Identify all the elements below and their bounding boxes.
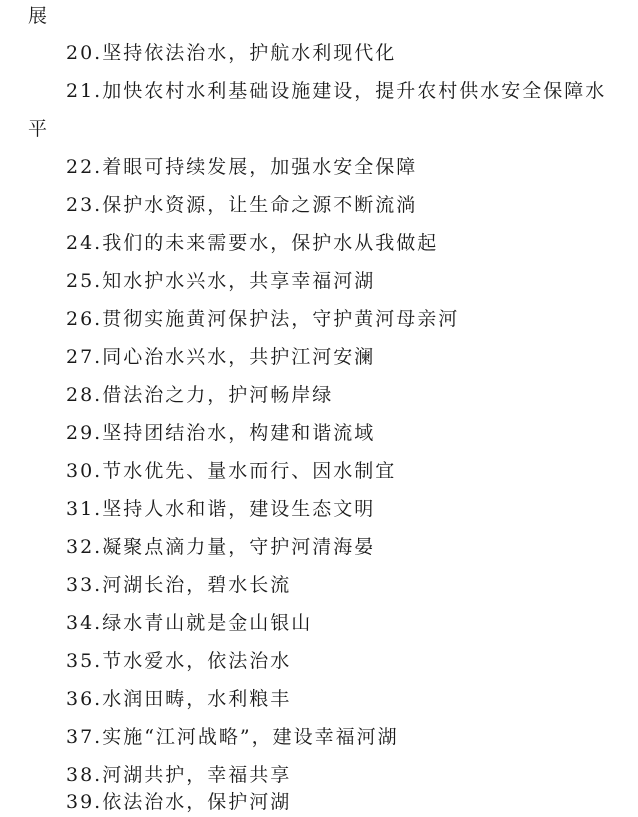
list-item-28: 28.借法治之力，护河畅岸绿 (66, 384, 334, 406)
continuation-text: 展 (28, 5, 50, 27)
list-item-34: 34.绿水青山就是金山银山 (66, 612, 313, 634)
list-item-26: 26.贯彻实施黄河保护法，守护黄河母亲河 (66, 308, 460, 330)
list-item-27: 27.同心治水兴水，共护江河安澜 (66, 346, 376, 368)
list-item-29: 29.坚持团结治水，构建和谐流域 (66, 422, 376, 444)
list-item-20: 20.坚持依法治水，护航水利现代化 (66, 42, 397, 64)
list-item-32: 32.凝聚点滴力量，守护河清海晏 (66, 536, 376, 558)
list-item-24: 24.我们的未来需要水，保护水从我做起 (66, 232, 439, 254)
list-item-21-wrap: 平 (28, 118, 50, 140)
list-item-37: 37.实施“江河战略”，建设幸福河湖 (66, 726, 399, 748)
list-item-35: 35.节水爱水，依法治水 (66, 650, 292, 672)
list-item-30: 30.节水优先、量水而行、因水制宜 (66, 460, 397, 482)
list-item-38: 38.河湖共护，幸福共享 (66, 764, 292, 786)
list-item-23: 23.保护水资源，让生命之源不断流淌 (66, 194, 418, 216)
list-item-31: 31.坚持人水和谐，建设生态文明 (66, 498, 376, 520)
list-item-36: 36.水润田畴，水利粮丰 (66, 688, 292, 710)
list-item-22: 22.着眼可持续发展，加强水安全保障 (66, 156, 418, 178)
list-item-21: 21.加快农村水利基础设施建设，提升农村供水安全保障水 (66, 80, 607, 102)
list-item-33: 33.河湖长治，碧水长流 (66, 574, 292, 596)
list-item-25: 25.知水护水兴水，共享幸福河湖 (66, 270, 376, 292)
list-item-39: 39.依法治水，保护河湖 (66, 791, 292, 813)
